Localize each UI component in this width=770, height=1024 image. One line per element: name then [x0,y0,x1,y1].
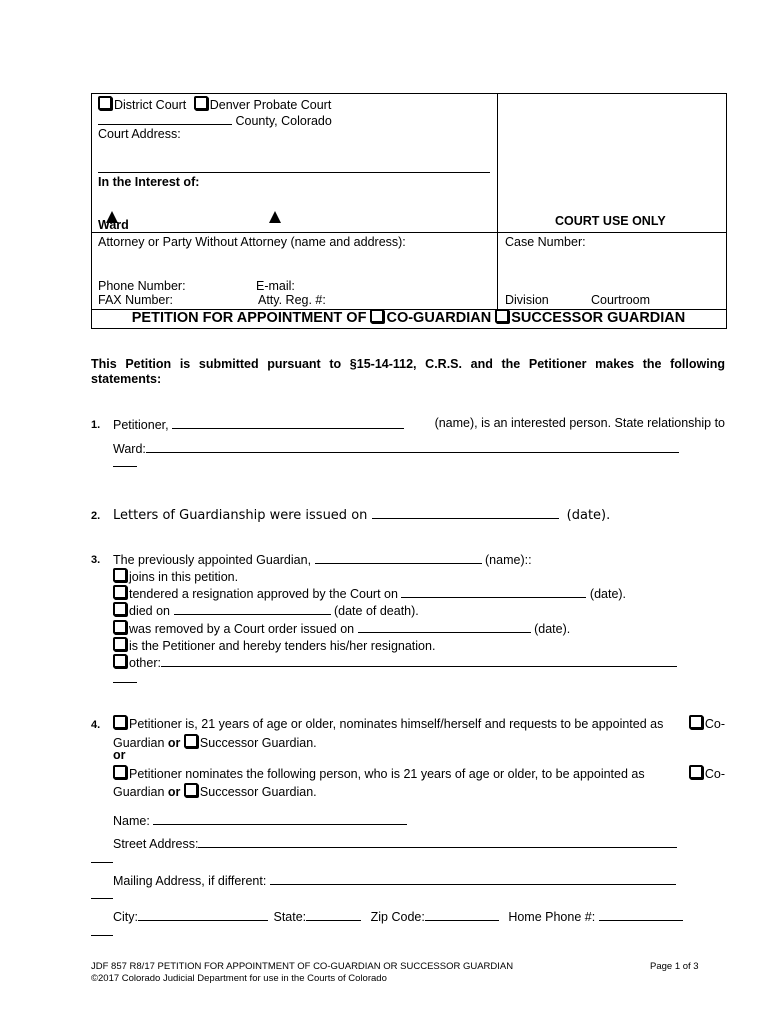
zip-label: Zip Code: [370,910,425,924]
courtroom-label: Courtroom [591,293,651,307]
zip-field[interactable] [425,908,499,921]
ward-relationship-field[interactable] [146,440,679,453]
mailing-row [113,872,676,888]
resignation-date-field[interactable] [401,585,586,598]
ward-label: Ward [98,218,129,232]
other-co-label: Co- [704,767,725,781]
district-court-label: District Court [114,98,187,112]
self-successor-checkbox[interactable] [184,734,198,748]
removed-label: was removed by a Court order issued on [129,622,355,636]
district-court-checkbox[interactable] [98,96,112,110]
co-guardian-title-checkbox[interactable] [370,309,384,323]
street-row [113,835,677,851]
court-address-line[interactable] [98,172,490,173]
denver-probate-label: Denver Probate Court [209,98,332,112]
case-number-label: Case Number: [505,235,586,249]
letters-issued-label: Letters of Guardianship were issued on [113,508,368,523]
removed-checkbox[interactable] [113,620,127,634]
city-label: City: [113,910,138,924]
item-2-row [113,506,610,523]
item-1-text: (name), is an interested person. State relationship to [434,416,725,430]
item-4-number: 4. [91,719,101,731]
nominee-name-label: Name: [113,814,150,828]
letters-issued-date-field[interactable] [372,506,559,519]
option-removed [113,620,570,636]
mailing-address-field[interactable] [270,872,676,885]
died-label: died on [129,604,171,618]
street-address-label: Street Address: [113,837,199,851]
option-resigned [113,585,626,601]
mailing-address-label: Mailing Address, if different: [113,874,267,888]
self-successor-label: Successor Guardian. [199,736,317,750]
previous-guardian-label: The previously appointed Guardian, [113,553,312,567]
state-label: State: [273,910,307,924]
option-other [113,654,677,670]
title-co: CO-GUARDIAN [386,310,496,326]
street-continuation-line[interactable] [91,862,113,863]
died-suffix: (date of death). [333,604,419,618]
city-row [113,908,683,924]
title-successor: SUCCESSOR GUARDIAN [511,310,686,326]
ward-relationship-label: Ward: [113,442,146,456]
item-1-number: 1. [91,419,101,431]
state-field[interactable] [306,908,361,921]
self-nominate-checkbox[interactable] [113,715,127,729]
nominate-other-checkbox[interactable] [113,765,127,779]
self-co-label: Co- [704,717,725,731]
in-interest-label: In the Interest of: [98,175,200,189]
county-field[interactable] [98,112,232,125]
self-or-label: or [167,736,181,750]
street-address-field[interactable] [198,835,677,848]
city-continuation-line[interactable] [91,935,113,936]
death-date-field[interactable] [174,602,331,615]
other-checkbox[interactable] [113,654,127,668]
court-address-label: Court Address: [98,127,181,141]
county-label: County, Colorado [235,114,332,128]
court-select-row [98,96,331,112]
item-4-para1 [113,715,725,731]
other-co-checkbox[interactable] [689,765,703,779]
city-field[interactable] [138,908,268,921]
attorney-label: Attorney or Party Without Attorney (name and address): [98,235,406,249]
previous-guardian-name-field[interactable] [315,551,482,564]
self-guardian-label: Guardian [113,736,165,750]
nominee-name-field[interactable] [153,812,407,825]
other-guardian-label: Guardian [113,785,165,799]
footer-page-number: Page 1 of 3 [650,961,699,972]
item-3-row [113,551,532,567]
other-successor-checkbox[interactable] [184,783,198,797]
resigned-label: tendered a resignation approved by the Court on [129,587,398,601]
footer-form-id: JDF 857 R8/17 PETITION FOR APPOINTMENT OF CO-GUARDIAN OR SUCCESSOR GUARDIAN [91,961,514,972]
removed-suffix: (date). [534,622,571,636]
nominate-other-text: Petitioner nominates the following person, who is 21 years of age or older, to be appointed as [129,767,645,781]
title-prefix: PETITION FOR APPOINTMENT OF [131,310,371,326]
intro-paragraph: This Petition is submitted pursuant to §15-14-112, C.R.S. and the Petitioner makes the following statements: [91,357,725,386]
mailing-continuation-line[interactable] [91,898,113,899]
resigned-checkbox[interactable] [113,585,127,599]
atty-reg-label: Atty. Reg. #: [258,293,326,307]
self-nominate-text: Petitioner is, 21 years of age or older, nominates himself/herself and requests to be appointed as [129,717,664,731]
ward-marker-icon-2 [269,211,281,223]
item-2-number: 2. [91,510,101,522]
item-3-continuation-line[interactable] [113,682,137,683]
item-4-or: or [113,748,126,762]
home-phone-label: Home Phone #: [508,910,596,924]
option-resignation [113,637,435,653]
item-1-line1 [113,416,725,432]
caption-divider-h1 [91,232,726,233]
denver-probate-checkbox[interactable] [194,96,208,110]
petitioner-resigns-label: is the Petitioner and hereby tenders his/her resignation. [129,639,436,653]
previous-guardian-suffix: (name):: [485,553,532,567]
successor-title-checkbox[interactable] [495,309,509,323]
resigned-suffix: (date). [589,587,627,601]
nominee-name-row [113,812,407,828]
item-1-continuation-line[interactable] [113,466,137,467]
caption-divider-vertical [497,93,498,309]
page-title [91,309,726,327]
petitioner-resigns-checkbox[interactable] [113,637,127,651]
item-4-para2-line2 [113,783,317,799]
division-label: Division [505,293,549,307]
item-3-number: 3. [91,554,101,566]
petitioner-name-field[interactable] [172,416,404,429]
joins-label: joins in this petition. [129,570,239,584]
option-died [113,602,419,618]
item-4-para1-line2 [113,734,317,750]
other-successor-label: Successor Guardian. [199,785,317,799]
email-label: E-mail: [256,279,295,293]
home-phone-field[interactable] [599,908,683,921]
footer-copyright: ©2017 Colorado Judicial Department for use in the Courts of Colorado [91,973,387,984]
option-joins [113,568,238,584]
self-co-checkbox[interactable] [689,715,703,729]
other-field[interactable] [161,654,677,667]
fax-label: FAX Number: [98,293,174,307]
died-checkbox[interactable] [113,602,127,616]
county-row [98,112,332,128]
phone-label: Phone Number: [98,279,186,293]
item-1-ward-row [113,440,679,456]
court-use-only: COURT USE ONLY [555,214,666,228]
item-4-para2 [113,765,725,781]
item-1-petitioner-label: Petitioner, [113,418,169,432]
other-label: other: [129,656,161,670]
joins-checkbox[interactable] [113,568,127,582]
removal-date-field[interactable] [358,620,531,633]
other-or-label: or [167,785,181,799]
letters-date-suffix: (date). [566,508,611,523]
